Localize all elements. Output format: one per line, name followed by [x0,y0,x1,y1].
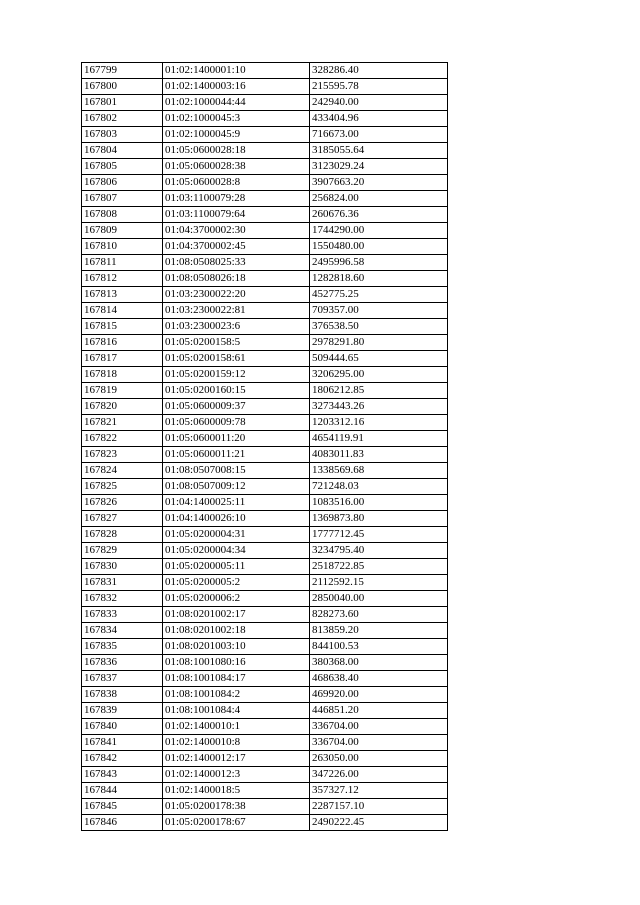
value-cell: 709357.00 [310,303,448,319]
value-cell: 328286.40 [310,63,448,79]
row-number-cell: 167805 [82,159,163,175]
table-row [82,255,448,271]
row-number-cell: 167834 [82,623,163,639]
value-cell: 1806212.85 [310,383,448,399]
table-row [82,511,448,527]
cadastral-number-cell: 01:02:1400018:5 [163,783,310,799]
row-number-cell: 167822 [82,431,163,447]
cadastral-number-cell: 01:05:0200004:31 [163,527,310,543]
value-cell: 380368.00 [310,655,448,671]
table-row [82,95,448,111]
cadastral-number-cell: 01:02:1000044:44 [163,95,310,111]
row-number-cell: 167830 [82,559,163,575]
row-number-cell: 167838 [82,687,163,703]
cadastral-number-cell: 01:08:0508025:33 [163,255,310,271]
table-row [82,479,448,495]
cadastral-number-cell: 01:04:1400025:11 [163,495,310,511]
table-row [82,799,448,815]
cadastral-number-cell: 01:05:0200005:11 [163,559,310,575]
row-number-cell: 167837 [82,671,163,687]
row-number-cell: 167815 [82,319,163,335]
value-cell: 260676.36 [310,207,448,223]
value-cell: 3907663.20 [310,175,448,191]
value-cell: 2112592.15 [310,575,448,591]
table-row [82,191,448,207]
row-number-cell: 167809 [82,223,163,239]
row-number-cell: 167841 [82,735,163,751]
table-row [82,671,448,687]
value-cell: 2850040.00 [310,591,448,607]
table-row [82,639,448,655]
cadastral-number-cell: 01:02:1400010:8 [163,735,310,751]
table-row [82,207,448,223]
row-number-cell: 167800 [82,79,163,95]
value-cell: 469920.00 [310,687,448,703]
value-cell: 256824.00 [310,191,448,207]
cadastral-number-cell: 01:05:0600028:18 [163,143,310,159]
value-cell: 3185055.64 [310,143,448,159]
row-number-cell: 167813 [82,287,163,303]
value-cell: 242940.00 [310,95,448,111]
table-row [82,783,448,799]
row-number-cell: 167799 [82,63,163,79]
row-number-cell: 167839 [82,703,163,719]
table-row [82,591,448,607]
table-row [82,303,448,319]
cadastral-number-cell: 01:08:0201002:17 [163,607,310,623]
row-number-cell: 167826 [82,495,163,511]
value-cell: 721248.03 [310,479,448,495]
row-number-cell: 167824 [82,463,163,479]
table-row [82,159,448,175]
row-number-cell: 167807 [82,191,163,207]
table-row [82,351,448,367]
row-number-cell: 167806 [82,175,163,191]
value-cell: 468638.40 [310,671,448,687]
table-row [82,607,448,623]
cadastral-number-cell: 01:05:0200004:34 [163,543,310,559]
table-row [82,383,448,399]
value-cell: 433404.96 [310,111,448,127]
row-number-cell: 167804 [82,143,163,159]
row-number-cell: 167818 [82,367,163,383]
row-number-cell: 167825 [82,479,163,495]
table-row [82,175,448,191]
row-number-cell: 167831 [82,575,163,591]
cadastral-number-cell: 01:08:1001080:16 [163,655,310,671]
row-number-cell: 167811 [82,255,163,271]
cadastral-number-cell: 01:05:0200160:15 [163,383,310,399]
row-number-cell: 167835 [82,639,163,655]
cadastral-number-cell: 01:03:2300022:20 [163,287,310,303]
row-number-cell: 167823 [82,447,163,463]
cadastral-number-cell: 01:05:0600009:78 [163,415,310,431]
table-row [82,447,448,463]
cadastral-number-cell: 01:02:1400001:10 [163,63,310,79]
value-cell: 3206295.00 [310,367,448,383]
row-number-cell: 167817 [82,351,163,367]
table-row [82,335,448,351]
row-number-cell: 167801 [82,95,163,111]
table-row [82,655,448,671]
cadastral-number-cell: 01:08:0508026:18 [163,271,310,287]
cadastral-number-cell: 01:03:1100079:64 [163,207,310,223]
value-cell: 1083516.00 [310,495,448,511]
cadastral-number-cell: 01:05:0600009:37 [163,399,310,415]
value-cell: 3234795.40 [310,543,448,559]
row-number-cell: 167810 [82,239,163,255]
row-number-cell: 167812 [82,271,163,287]
value-cell: 336704.00 [310,735,448,751]
row-number-cell: 167816 [82,335,163,351]
cadastral-number-cell: 01:08:0201003:10 [163,639,310,655]
row-number-cell: 167803 [82,127,163,143]
row-number-cell: 167821 [82,415,163,431]
table-row [82,751,448,767]
cadastral-number-cell: 01:05:0200006:2 [163,591,310,607]
value-cell: 4654119.91 [310,431,448,447]
table-row [82,623,448,639]
row-number-cell: 167845 [82,799,163,815]
value-cell: 336704.00 [310,719,448,735]
row-number-cell: 167833 [82,607,163,623]
value-cell: 1338569.68 [310,463,448,479]
value-cell: 357327.12 [310,783,448,799]
value-cell: 828273.60 [310,607,448,623]
value-cell: 4083011.83 [310,447,448,463]
table-row [82,527,448,543]
cadastral-number-cell: 01:04:3700002:30 [163,223,310,239]
row-number-cell: 167836 [82,655,163,671]
value-cell: 813859.20 [310,623,448,639]
table-row [82,495,448,511]
cadastral-number-cell: 01:05:0600028:8 [163,175,310,191]
value-cell: 215595.78 [310,79,448,95]
value-cell: 2287157.10 [310,799,448,815]
cadastral-number-cell: 01:02:1000045:9 [163,127,310,143]
table-row [82,719,448,735]
table-row [82,63,448,79]
table-row [82,367,448,383]
table-row [82,143,448,159]
row-number-cell: 167829 [82,543,163,559]
cadastral-number-cell: 01:05:0200005:2 [163,575,310,591]
table-row [82,79,448,95]
table-row [82,575,448,591]
row-number-cell: 167844 [82,783,163,799]
cadastral-number-cell: 01:04:1400026:10 [163,511,310,527]
value-cell: 2495996.58 [310,255,448,271]
cadastral-number-cell: 01:02:1000045:3 [163,111,310,127]
value-cell: 1550480.00 [310,239,448,255]
table-row [82,559,448,575]
value-cell: 716673.00 [310,127,448,143]
row-number-cell: 167827 [82,511,163,527]
table-row [82,111,448,127]
value-cell: 3273443.26 [310,399,448,415]
cadastral-number-cell: 01:05:0600028:38 [163,159,310,175]
table-row [82,431,448,447]
row-number-cell: 167832 [82,591,163,607]
row-number-cell: 167842 [82,751,163,767]
value-cell: 2518722.85 [310,559,448,575]
cadastral-number-cell: 01:08:0507009:12 [163,479,310,495]
table-row [82,815,448,831]
value-cell: 3123029.24 [310,159,448,175]
row-number-cell: 167828 [82,527,163,543]
cadastral-number-cell: 01:08:1001084:17 [163,671,310,687]
table-row [82,271,448,287]
table-row [82,463,448,479]
table-row [82,687,448,703]
cadastral-number-cell: 01:05:0200158:5 [163,335,310,351]
cadastral-number-cell: 01:03:1100079:28 [163,191,310,207]
table-row [82,703,448,719]
cadastral-number-cell: 01:04:3700002:45 [163,239,310,255]
value-cell: 263050.00 [310,751,448,767]
value-cell: 1744290.00 [310,223,448,239]
value-cell: 1777712.45 [310,527,448,543]
value-cell: 509444.65 [310,351,448,367]
row-number-cell: 167814 [82,303,163,319]
cadastral-number-cell: 01:05:0200159:12 [163,367,310,383]
table-row [82,223,448,239]
table-body [82,63,448,831]
data-table [81,62,448,831]
cadastral-number-cell: 01:08:0507008:15 [163,463,310,479]
table-row [82,127,448,143]
table-row [82,767,448,783]
row-number-cell: 167802 [82,111,163,127]
cadastral-number-cell: 01:05:0200158:61 [163,351,310,367]
value-cell: 1369873.80 [310,511,448,527]
row-number-cell: 167808 [82,207,163,223]
table-row [82,415,448,431]
row-number-cell: 167843 [82,767,163,783]
value-cell: 452775.25 [310,287,448,303]
cadastral-number-cell: 01:03:2300023:6 [163,319,310,335]
row-number-cell: 167819 [82,383,163,399]
value-cell: 376538.50 [310,319,448,335]
value-cell: 446851.20 [310,703,448,719]
table-row [82,239,448,255]
row-number-cell: 167840 [82,719,163,735]
cadastral-number-cell: 01:02:1400012:17 [163,751,310,767]
table-row [82,735,448,751]
cadastral-number-cell: 01:02:1400012:3 [163,767,310,783]
value-cell: 1282818.60 [310,271,448,287]
cadastral-number-cell: 01:05:0600011:20 [163,431,310,447]
table-row [82,287,448,303]
cadastral-number-cell: 01:05:0200178:38 [163,799,310,815]
cadastral-number-cell: 01:08:1001084:4 [163,703,310,719]
cadastral-number-cell: 01:08:0201002:18 [163,623,310,639]
row-number-cell: 167846 [82,815,163,831]
value-cell: 347226.00 [310,767,448,783]
cadastral-number-cell: 01:02:1400010:1 [163,719,310,735]
cadastral-number-cell: 01:03:2300022:81 [163,303,310,319]
table-row [82,319,448,335]
value-cell: 1203312.16 [310,415,448,431]
value-cell: 2490222.45 [310,815,448,831]
value-cell: 2978291.80 [310,335,448,351]
row-number-cell: 167820 [82,399,163,415]
value-cell: 844100.53 [310,639,448,655]
cadastral-number-cell: 01:05:0200178:67 [163,815,310,831]
cadastral-number-cell: 01:02:1400003:16 [163,79,310,95]
cadastral-number-cell: 01:08:1001084:2 [163,687,310,703]
table-row [82,543,448,559]
cadastral-number-cell: 01:05:0600011:21 [163,447,310,463]
table-row [82,399,448,415]
